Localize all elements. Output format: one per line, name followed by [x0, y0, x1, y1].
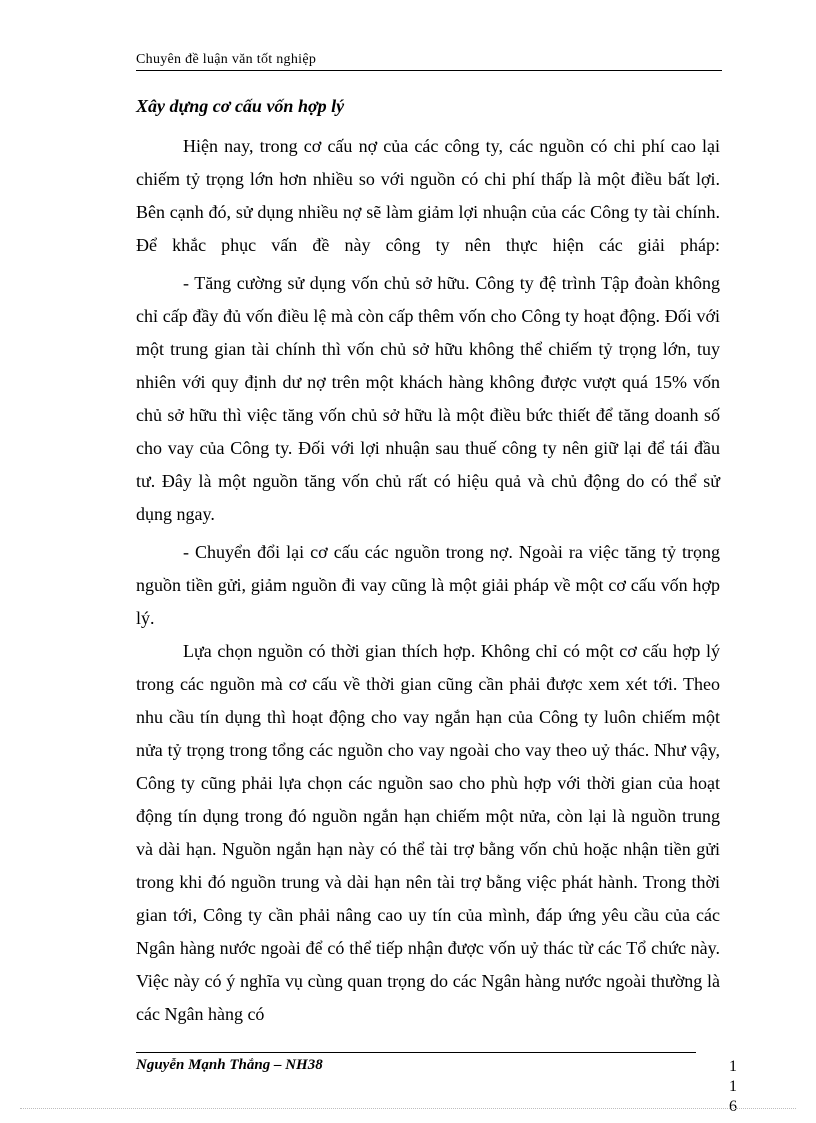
section-heading: Xây dựng cơ cấu vốn hợp lý	[136, 96, 345, 116]
paragraph: - Chuyển đổi lại cơ cấu các nguồn trong nợ. Ngoài ra việc tăng tỷ trọng nguồn tiền gửi, giảm nguồn đi vay cũng là một giải pháp về một cơ cấu vốn hợp lý.	[136, 542, 720, 628]
paragraph: Hiện nay, trong cơ cấu nợ của các công ty, các nguồn có chi phí cao lại chiếm tỷ trọng lớn hơn nhiều so với nguồn có chi phí thấp là một điều bất lợi. Bên cạnh đó, sử dụng nhiều nợ sẽ làm giảm lợi nhuận của các Công ty tài chính. Để khắc phục vấn đề này công ty nên thực hiện các giải pháp:	[136, 136, 720, 255]
footer-divider	[136, 1052, 696, 1053]
page-number-digit: 6	[729, 1098, 737, 1115]
page-number-digit: 1	[729, 1058, 737, 1075]
header-title: Chuyên đề luận văn tốt nghiệp	[136, 52, 317, 67]
page-bottom-border	[20, 1108, 796, 1109]
page-header	[136, 50, 722, 71]
paragraph: Lựa chọn nguồn có thời gian thích hợp. Không chỉ có một cơ cấu hợp lý trong các nguồn mà cơ cấu về thời gian cũng cần phải được xem xét tới. Theo nhu cầu tín dụng thì hoạt động cho vay ngắn hạn của Công ty luôn chiếm một nửa tỷ trọng trong tổng các nguồn cho vay ngoài cho vay theo uỷ thác. Như vậy, Công ty cũng phải lựa chọn các nguồn sao cho phù hợp với thời gian của hoạt động tín dụng trong đó nguồn ngắn hạn chiếm một nửa, còn lại là nguồn trung và dài hạn. Nguồn ngắn hạn này có thể tài trợ bằng vốn chủ hoặc nhận tiền gửi trong khi đó nguồn trung và dài hạn nên tài trợ bằng việc phát hành. Trong thời gian tới, Công ty cần phải nâng cao uy tín của mình, đáp ứng yêu cầu của các Ngân hàng nước ngoài để có thể tiếp nhận được vốn uỷ thác từ các Tổ chức này. Việc này có ý nghĩa vụ cùng quan trọng do các Ngân hàng nước ngoài thường là các Ngân hàng có	[136, 641, 720, 1024]
body-text	[136, 130, 720, 1031]
paragraph: - Tăng cường sử dụng vốn chủ sở hữu. Công ty đệ trình Tập đoàn không chỉ cấp đầy đủ vốn điều lệ mà còn cấp thêm vốn cho Công ty hoạt động. Đối với một trung gian tài chính thì vốn chủ sở hữu không thể chiếm tỷ trọng lớn, tuy nhiên với quy định dư nợ trên một khách hàng không được vượt quá 15% vốn chủ sở hữu thì việc tăng vốn chủ sở hữu là một điều bức thiết để tăng doanh số cho vay của Công ty. Đối với lợi nhuận sau thuế công ty nên giữ lại để tái đầu tư. Đây là một nguồn tăng vốn chủ rất có hiệu quả và chủ động do có thể sử dụng ngay.	[136, 273, 720, 524]
page-number-digit: 1	[729, 1078, 737, 1095]
footer-author: Nguyễn Mạnh Thắng – NH38	[136, 1057, 323, 1073]
